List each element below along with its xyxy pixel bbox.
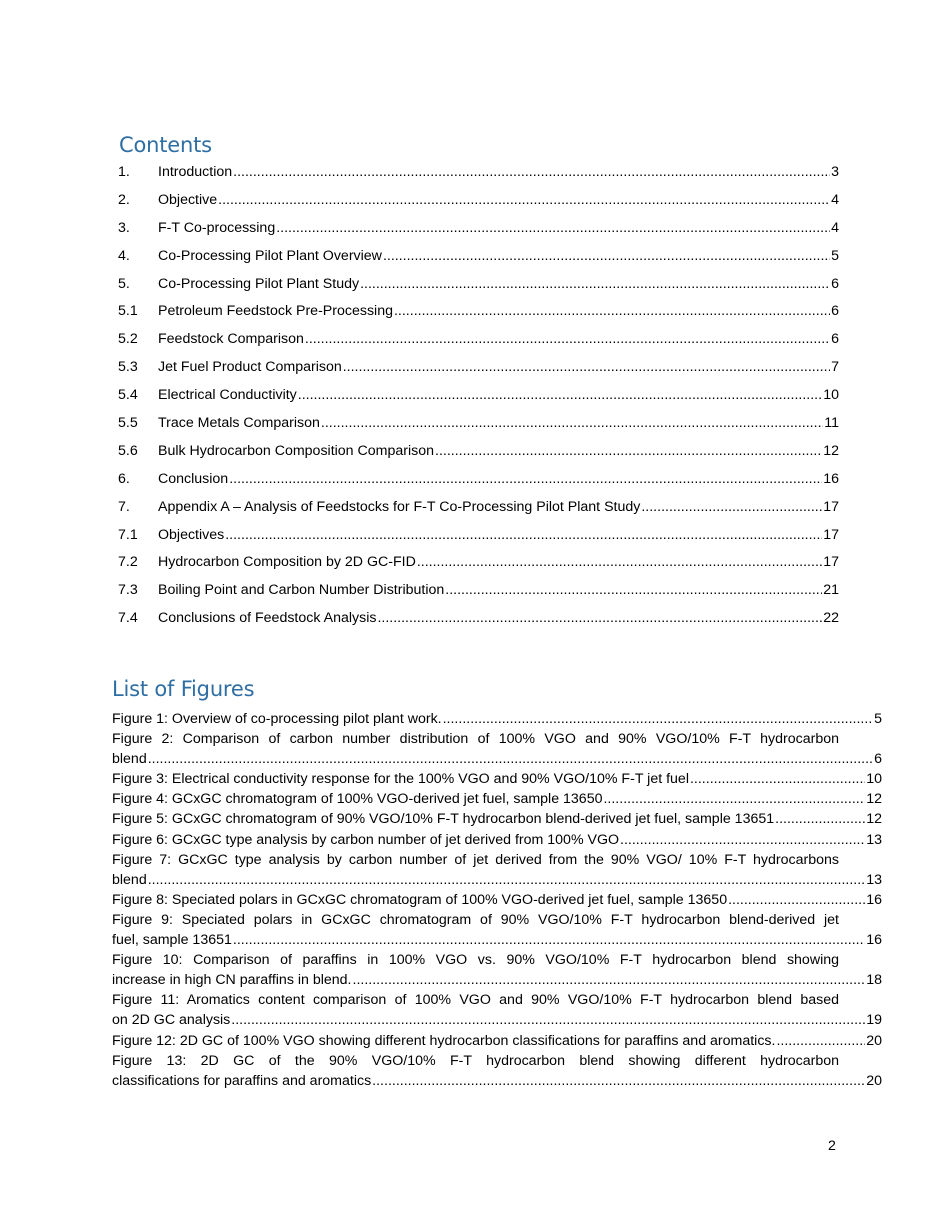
toc-entry-number: 5.5 — [118, 415, 138, 432]
figure-entry-title-line: Figure 13: 2D GC of the 90% VGO/10% F-T hydrocarbon blend showing different hydrocarbon — [112, 1052, 839, 1069]
figure-entry-line — [112, 809, 882, 829]
toc-entry-number: 5. — [118, 275, 130, 292]
figure-entry[interactable] — [112, 910, 882, 950]
toc-entry-title: Feedstock Comparison — [158, 331, 304, 348]
toc-entry[interactable] — [118, 414, 839, 442]
toc-entry-title: Jet Fuel Product Comparison — [158, 359, 342, 376]
toc-entry-page: 7 — [831, 359, 839, 376]
toc-entry-page: 4 — [831, 191, 839, 208]
figure-entry-title-line: Figure 11: Aromatics content comparison of 100% VGO and 90% VGO/10% F-T hydrocarbon blend based — [112, 992, 839, 1009]
figure-entry[interactable] — [112, 789, 882, 809]
dot-leader — [298, 386, 822, 404]
figure-entry[interactable] — [112, 809, 882, 829]
toc-entry[interactable] — [118, 553, 839, 581]
toc-entry-number: 6. — [118, 470, 130, 487]
figure-entry-page: 16 — [866, 891, 882, 908]
list-of-figures-heading: List of Figures — [112, 677, 255, 701]
figure-entry-title: Figure 3: Electrical conductivity response for the 100% VGO and 90% VGO/10% F-T jet fuel — [112, 771, 689, 788]
figure-entry-line — [112, 890, 882, 910]
toc-entry-page: 16 — [823, 470, 839, 487]
toc-entry[interactable] — [118, 526, 839, 554]
toc-entry[interactable] — [118, 247, 839, 275]
toc-entry-page: 6 — [831, 303, 839, 320]
dot-leader — [218, 191, 830, 209]
figure-entry-line — [112, 830, 882, 850]
figure-entry-page: 12 — [866, 791, 882, 808]
toc-entry[interactable] — [118, 470, 839, 498]
toc-entry-page: 17 — [823, 554, 839, 571]
figure-entry-title: classifications for paraffins and aromatics — [112, 1072, 372, 1089]
figure-entry[interactable] — [112, 1031, 882, 1051]
figure-entry-page: 10 — [866, 771, 882, 788]
figure-entry-title: fuel, sample 13651 — [112, 932, 232, 949]
toc-entry-page: 3 — [831, 164, 839, 180]
toc-entry[interactable] — [118, 330, 839, 358]
figure-entry-title: Figure 12: 2D GC of 100% VGO showing different hydrocarbon classifications for paraffins and aromatics. — [112, 1032, 776, 1049]
dot-leader — [229, 470, 822, 488]
figure-entry-page: 12 — [866, 811, 882, 828]
dot-leader — [225, 526, 822, 544]
toc-entry-page: 6 — [831, 331, 839, 348]
figure-entry-title-line: Figure 2: Comparison of carbon number distribution of 100% VGO and 90% VGO/10% F-T hydrocarbon — [112, 731, 839, 748]
toc-entry-page: 12 — [823, 442, 839, 459]
figure-entry-title: Figure 1: Overview of co-processing pilot plant work. — [112, 711, 442, 727]
dot-leader — [435, 442, 822, 460]
toc-entry-title: Introduction — [158, 164, 233, 180]
toc-entry[interactable] — [118, 163, 839, 191]
dot-leader — [231, 1010, 865, 1030]
toc-entry-number: 7.4 — [118, 610, 138, 627]
toc-entry-page: 4 — [831, 219, 839, 236]
dot-leader — [148, 870, 866, 890]
figure-entry[interactable] — [112, 1051, 882, 1091]
toc-entry-number: 3. — [118, 219, 130, 236]
toc-entry[interactable] — [118, 191, 839, 219]
figure-entry-line — [112, 1031, 882, 1051]
dot-leader — [372, 1071, 865, 1091]
figure-entry[interactable] — [112, 990, 882, 1030]
toc-entry[interactable] — [118, 219, 839, 247]
toc-entry-page: 11 — [824, 415, 839, 432]
toc-entry-number: 5.4 — [118, 387, 138, 404]
figure-entry-title: Figure 8: Speciated polars in GCxGC chromatogram of 100% VGO-derived jet fuel, sample 13650 — [112, 891, 728, 908]
toc-entry-title: Hydrocarbon Composition by 2D GC-FID — [158, 554, 416, 571]
dot-leader — [305, 330, 830, 348]
toc-entry-page: 17 — [823, 526, 839, 543]
figure-entry[interactable] — [112, 769, 882, 789]
toc-entry-number: 5.1 — [118, 303, 138, 320]
dot-leader — [728, 890, 865, 910]
toc-entry[interactable] — [118, 498, 839, 526]
table-of-contents — [118, 163, 839, 637]
toc-entry-number: 1. — [118, 164, 130, 180]
figure-entry-title: Figure 6: GCxGC type analysis by carbon number of jet derived from 100% VGO — [112, 831, 620, 848]
toc-entry-number: 7.3 — [118, 582, 138, 599]
figure-entry-page: 18 — [866, 972, 882, 989]
figure-entry[interactable] — [112, 709, 882, 729]
toc-entry[interactable] — [118, 275, 839, 303]
toc-entry-number: 2. — [118, 191, 130, 208]
dot-leader — [394, 302, 830, 320]
toc-entry-title: Bulk Hydrocarbon Composition Comparison — [158, 442, 434, 459]
toc-entry[interactable] — [118, 358, 839, 386]
toc-entry-number: 7.1 — [118, 526, 138, 543]
dot-leader — [641, 498, 822, 516]
figure-entry-title-line: Figure 7: GCxGC type analysis by carbon number of jet derived from the 90% VGO/ 10% F-T hydrocarbons — [112, 851, 839, 868]
figure-entry-title: Figure 5: GCxGC chromatogram of 90% VGO/10% F-T hydrocarbon blend-derived jet fuel, sample 13651 — [112, 811, 775, 828]
figure-entry-line — [112, 709, 882, 729]
list-of-figures — [112, 709, 882, 1091]
figure-entry-line — [112, 870, 882, 890]
toc-entry[interactable] — [118, 442, 839, 470]
figure-entry-title: increase in high CN paraffins in blend. — [112, 972, 352, 989]
toc-entry-title: Appendix A – Analysis of Feedstocks for F-T Co-Processing Pilot Plant Study — [158, 498, 641, 515]
dot-leader — [343, 358, 830, 376]
dot-leader — [377, 609, 822, 627]
toc-entry-number: 5.6 — [118, 442, 138, 459]
figure-entry-page: 13 — [866, 831, 882, 848]
toc-entry[interactable] — [118, 302, 839, 330]
toc-entry-title: Conclusion — [158, 470, 229, 487]
figure-entry[interactable] — [112, 729, 882, 769]
figure-entry[interactable] — [112, 830, 882, 850]
figure-entry[interactable] — [112, 850, 882, 890]
toc-entry-number: 5.2 — [118, 331, 138, 348]
dot-leader — [353, 970, 866, 990]
figure-entry-page: 16 — [866, 932, 882, 949]
toc-entry-page: 5 — [831, 247, 839, 264]
figure-entry-line — [112, 1010, 882, 1030]
toc-entry-title: Trace Metals Comparison — [158, 415, 320, 432]
dot-leader — [445, 581, 822, 599]
toc-entry-title: Conclusions of Feedstock Analysis — [158, 610, 377, 627]
dot-leader — [233, 163, 830, 181]
figure-entry-page: 5 — [874, 711, 882, 727]
toc-entry-title: F-T Co-processing — [158, 219, 276, 236]
dot-leader — [443, 709, 874, 729]
toc-entry-page: 22 — [823, 610, 839, 627]
figure-entry-line — [112, 749, 882, 769]
dot-leader — [620, 830, 865, 850]
dot-leader — [148, 749, 873, 769]
dot-leader — [776, 1031, 865, 1051]
figure-entry-page: 19 — [866, 1012, 882, 1029]
figure-entry[interactable] — [112, 950, 882, 990]
toc-entry-title: Co-Processing Pilot Plant Study — [158, 275, 360, 292]
toc-entry-page: 17 — [823, 498, 839, 515]
figure-entry-page: 6 — [874, 751, 882, 768]
toc-entry-title: Boiling Point and Carbon Number Distribution — [158, 582, 445, 599]
toc-entry-page: 10 — [823, 387, 839, 404]
toc-entry-title: Petroleum Feedstock Pre-Processing — [158, 303, 393, 320]
dot-leader — [276, 219, 830, 237]
figure-entry-page: 20 — [866, 1032, 882, 1049]
figure-entry-title: Figure 4: GCxGC chromatogram of 100% VGO-derived jet fuel, sample 13650 — [112, 791, 603, 808]
contents-heading: Contents — [119, 133, 212, 157]
toc-entry[interactable] — [118, 386, 839, 414]
figure-entry[interactable] — [112, 890, 882, 910]
figure-entry-page: 13 — [866, 871, 882, 888]
dot-leader — [321, 414, 823, 432]
toc-entry-title: Objective — [158, 191, 218, 208]
toc-entry-title: Electrical Conductivity — [158, 387, 297, 404]
figure-entry-title: blend — [112, 751, 147, 768]
figure-entry-line — [112, 789, 882, 809]
toc-entry-page: 21 — [823, 582, 839, 599]
page-number: 2 — [828, 1138, 836, 1154]
dot-leader — [360, 275, 830, 293]
dot-leader — [775, 809, 865, 829]
dot-leader — [603, 789, 865, 809]
figure-entry-title-line: Figure 9: Speciated polars in GCxGC chromatogram of 90% VGO/10% F-T hydrocarbon blend-derived jet — [112, 911, 839, 928]
figure-entry-title: on 2D GC analysis — [112, 1012, 231, 1029]
figure-entry-title: blend — [112, 871, 147, 888]
figure-entry-line — [112, 1071, 882, 1091]
figure-entry-line — [112, 769, 882, 789]
toc-entry-number: 7. — [118, 498, 130, 515]
toc-entry-number: 4. — [118, 247, 130, 264]
figure-entry-page: 20 — [866, 1072, 882, 1089]
toc-entry[interactable] — [118, 581, 839, 609]
dot-leader — [233, 930, 865, 950]
figure-entry-line — [112, 970, 882, 990]
toc-entry-title: Co-Processing Pilot Plant Overview — [158, 247, 382, 264]
dot-leader — [383, 247, 830, 265]
toc-entry[interactable] — [118, 609, 839, 637]
toc-entry-title: Objectives — [158, 526, 225, 543]
figure-entry-title-line: Figure 10: Comparison of paraffins in 100% VGO vs. 90% VGO/10% F-T hydrocarbon blend showing — [112, 952, 839, 969]
toc-entry-page: 6 — [831, 275, 839, 292]
toc-entry-number: 7.2 — [118, 554, 138, 571]
toc-entry-number: 5.3 — [118, 359, 138, 376]
dot-leader — [690, 769, 865, 789]
dot-leader — [417, 553, 822, 571]
figure-entry-line — [112, 930, 882, 950]
